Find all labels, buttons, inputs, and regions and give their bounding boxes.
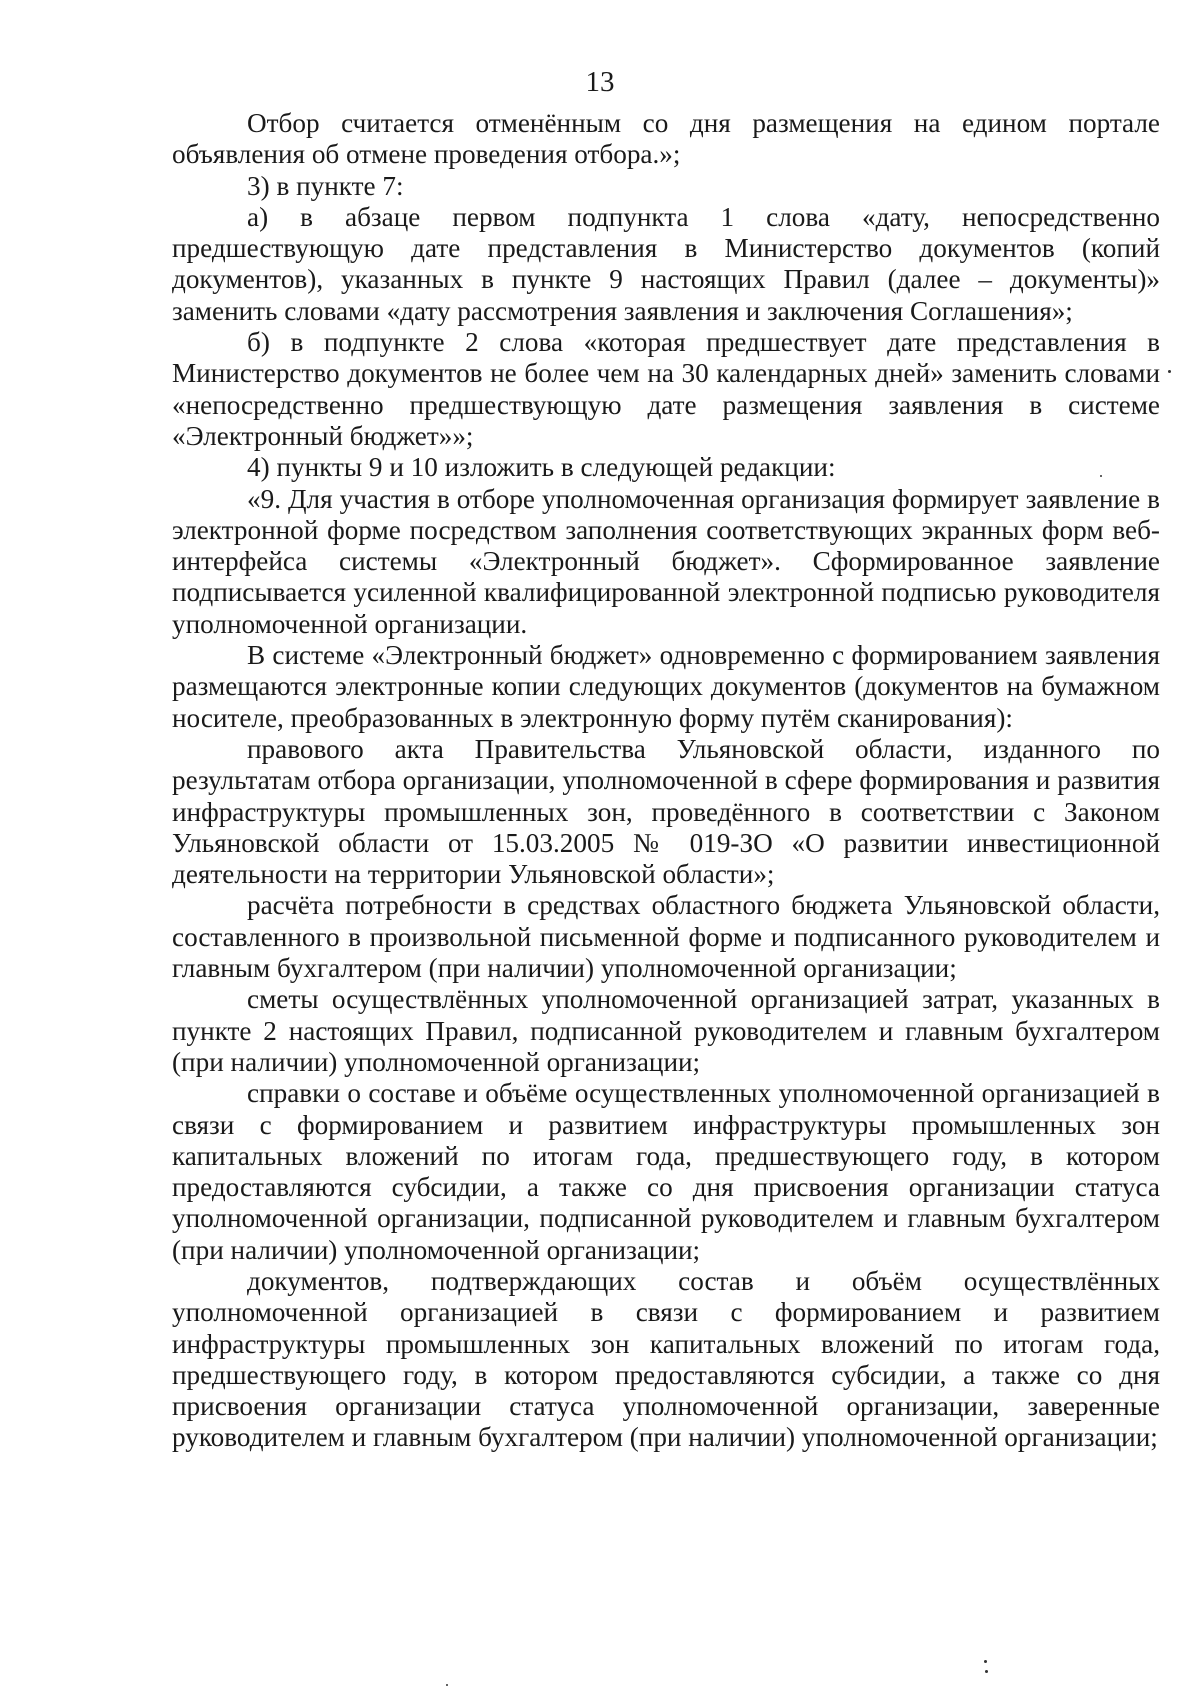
scan-speck	[446, 1684, 448, 1686]
paragraph: сметы осуществлённых уполномоченной организацией затрат, указанных в пункте 2 настоящих Правил, подписанной руководителем и главным бухгалтером (при наличии) уполномоченной организации;	[172, 984, 1160, 1077]
paragraph: документов, подтверждающих состав и объём осуществлённых уполномоченной организацией в связи с формированием и развитием инфраструктуры промышленных зон капитальных вложений по итогам года, предшествующего году, в котором предоставляются субсидии, а также со дня присвоения организации статуса уполномоченной организации, заверенные руководителем и главным бухгалтером (при наличии) уполномоченной организации;	[172, 1265, 1160, 1453]
paragraph: 4) пункты 9 и 10 изложить в следующей редакции:	[247, 452, 836, 483]
scan-speck	[1168, 370, 1171, 373]
document-body	[172, 108, 1160, 1454]
paragraph: 3) в пункте 7:	[247, 170, 404, 201]
paragraph: б) в подпункте 2 слова «которая предшествует дате представления в Министерство документов не более чем на 30 календарных дней» заменить словами «непосредственно предшествующую дате размещения заявления в системе «Электронный бюджет»»;	[172, 327, 1160, 451]
paragraph: а) в абзаце первом подпункта 1 слова «дату, непосредственно предшествующую дате представления в Министерство документов (копий документов), указанных в пункте 9 настоящих Правил (далее – документы)» заменить словами «дату рассмотрения заявления и заключения Соглашения»;	[172, 201, 1160, 326]
paragraph: Отбор считается отменённым со дня размещения на едином портале объявления об отмене проведения отбора.»;	[172, 108, 1160, 170]
page-number: 13	[585, 66, 615, 98]
paragraph: В системе «Электронный бюджет» одновременно с формированием заявления размещаются электронные копии следующих документов (документов на бумажном носителе, преобразованных в электронную форму путём сканирования):	[172, 640, 1160, 733]
scan-speck	[985, 1670, 988, 1673]
paragraph: справки о составе и объёме осуществленных уполномоченной организацией в связи с формированием и развитием инфраструктуры промышленных зон капитальных вложений по итогам года, предшествующего году, в котором предоставляются субсидии, а также со дня присвоения организации статуса уполномоченной организации, подписанной руководителем и главным бухгалтером (при наличии) уполномоченной организации;	[172, 1078, 1160, 1265]
scan-speck	[1100, 475, 1102, 477]
paragraph: «9. Для участия в отборе уполномоченная организация формирует заявление в электронной форме посредством заполнения соответствующих экранных форм веб-интерфейса системы «Электронный бюджет». Сформированное заявление подписывается усиленной квалифицированной электронной подписью руководителя уполномоченной организации.	[172, 483, 1160, 639]
scan-speck	[984, 1660, 987, 1663]
paragraph: правового акта Правительства Ульяновской области, изданного по результатам отбора организации, уполномоченной в сфере формирования и развития инфраструктуры промышленных зон, проведённого в соответствии с Законом Ульяновской области от 15.03.2005 № 019-ЗО «О развитии инвестиционной деятельности на территории Ульяновской области»;	[172, 733, 1160, 890]
paragraph: расчёта потребности в средствах областного бюджета Ульяновской области, составленного в произвольной письменной форме и подписанного руководителем и главным бухгалтером (при наличии) уполномоченной организации;	[172, 890, 1160, 984]
